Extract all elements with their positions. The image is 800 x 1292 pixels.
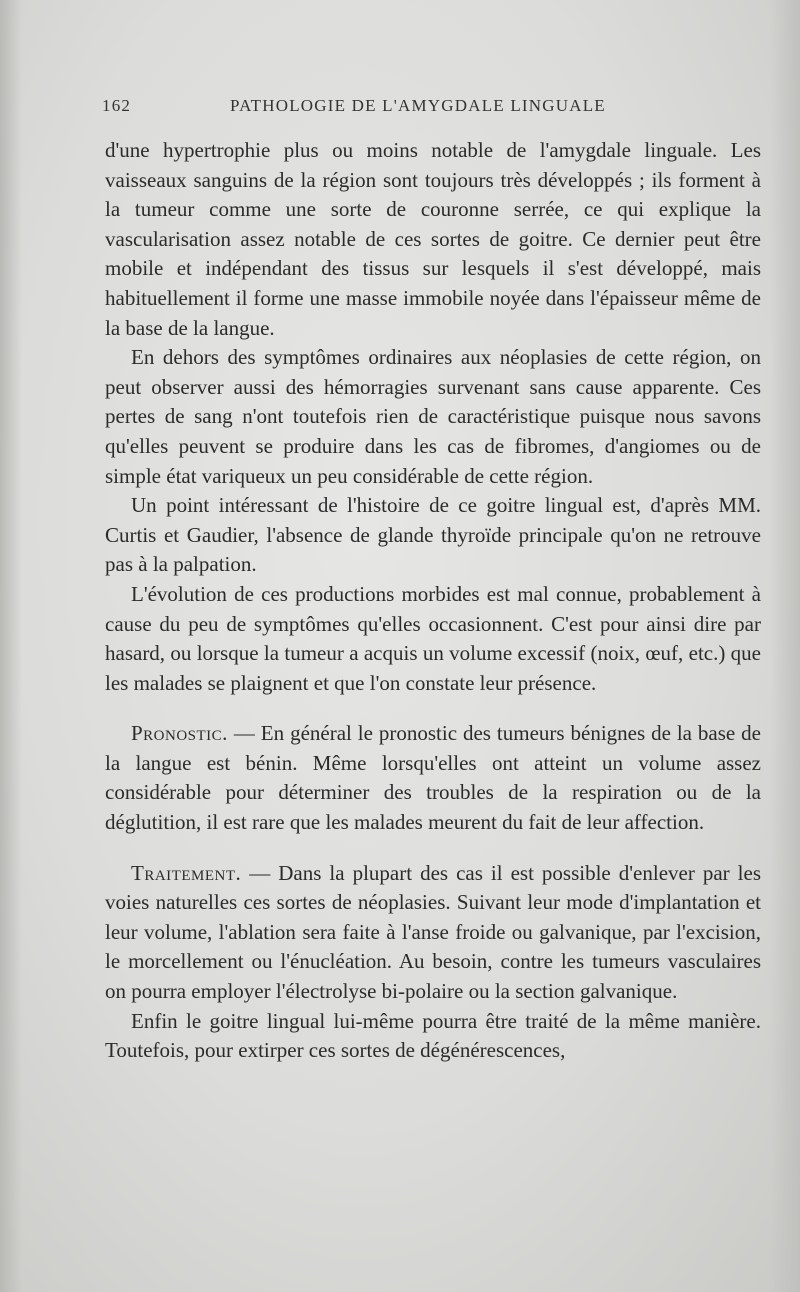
- paragraph-evolution: [105, 580, 761, 698]
- section-text-pronostic: — En général le pronostic des tumeurs bénignes de la base de la langue est bénin. Même lorsqu'elles ont atteint un volume assez considérable pour déterminer des troubles de la respiration ou de la déglutition, il est rare que les malades meurent du fait de leur affection.: [105, 721, 761, 835]
- paragraph-text: En dehors des symptômes ordinaires aux néoplasies de cette région, on peut observer aussi des hémorragies survenant sans cause apparente. Ces pertes de sang n'ont toutefois rien de caractéristique puisque nous savons qu'elles peuvent se produire dans les cas de fibromes, d'angiomes ou de simple état variqueux un peu considérable de cette région.: [105, 345, 761, 488]
- paragraph-continuation: [105, 136, 761, 343]
- section-pronostic: [105, 719, 761, 837]
- paragraph-text: L'évolution de ces productions morbides est mal connue, probablement à cause du peu de symptômes qu'elles occasionnent. C'est pour ainsi dire par hasard, ou lorsque la tumeur a acquis un volume excessif (noix, œuf, etc.) que les malades se plaignent et que l'on constate leur présence.: [105, 581, 761, 695]
- section-text-traitement: — Dans la plupart des cas il est possible d'enlever par les voies naturelles ces sortes de néoplasies. Suivant leur mode d'implantation et leur volume, l'ablation sera faite à l'anse froide ou galvanique, par l'excision, le morcellement ou l'énucléation. Au besoin, contre les tumeurs vasculaires on pourra employer l'électrolyse bi-polaire ou la section galvanique.: [105, 860, 761, 1004]
- paragraph-text: Un point intéressant de l'histoire de ce goitre lingual est, d'après MM. Curtis et Gaudier, l'absence de glande thyroïde principale qu'on ne retrouve pas à la palpation.: [105, 493, 761, 577]
- paragraph-hemorrhages: [105, 343, 761, 491]
- running-head: [102, 96, 760, 126]
- paragraph-text: Enfin le goitre lingual lui-même pourra être traité de la même manière. Toutefois, pour extirper ces sortes de dégénérescences,: [105, 1008, 761, 1063]
- paragraph-text: d'une hypertrophie plus ou moins notable de l'amygdale linguale. Les vaisseaux sanguins de la région sont toujours très développés ; ils forment à la tumeur comme une sorte de couronne serrée, ce qui explique la vascularisation assez notable de ces sortes de goitre. Ce dernier peut être mobile et indépendant des tissus sur lesquels il s'est développé, mais habituellement il forme une masse immobile noyée dans l'épaisseur même de la base de la langue.: [105, 138, 761, 340]
- section-traitement: [105, 859, 761, 1007]
- paragraph-thyroid-absence: [105, 491, 761, 580]
- page-number: 162: [102, 96, 132, 115]
- section-heading-traitement: Traitement.: [131, 860, 242, 885]
- body-text: [105, 136, 761, 1066]
- running-title: PATHOLOGIE DE L'AMYGDALE LINGUALE: [230, 96, 606, 115]
- paragraph-goitre-treatment: [105, 1007, 761, 1066]
- section-heading-pronostic: Pronostic.: [131, 721, 228, 746]
